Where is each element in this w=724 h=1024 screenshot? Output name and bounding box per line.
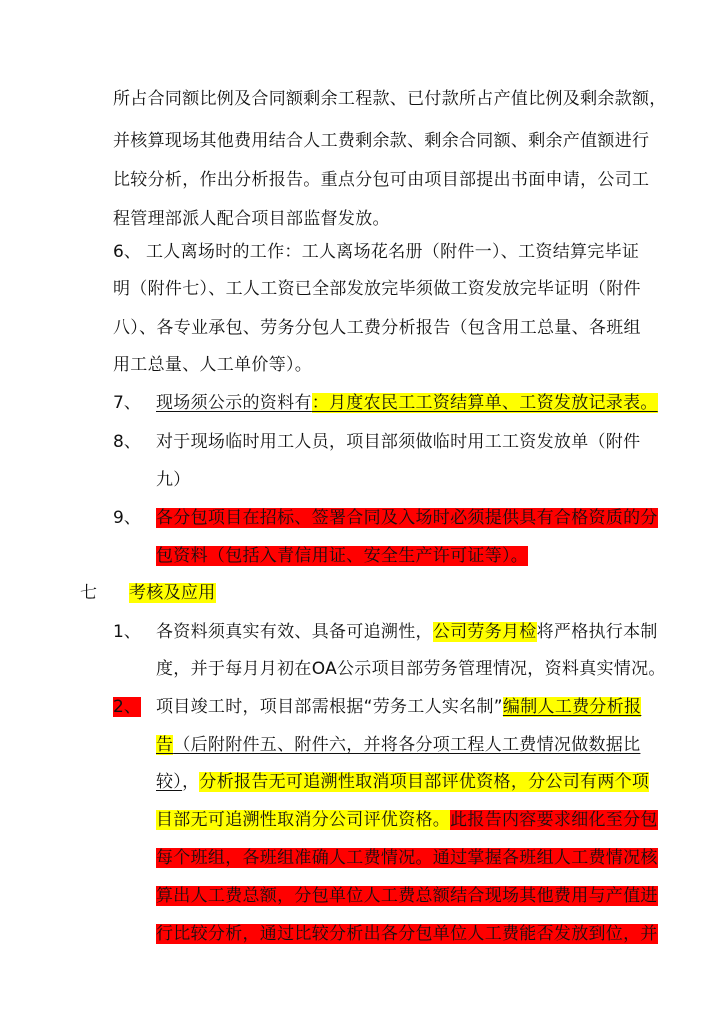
list-item-line: [156, 695, 641, 719]
highlighted-text: 考核及应用: [129, 583, 216, 603]
paragraph-line: 比较分析，作出分析报告。重点分包可由项目部提出书面申请，公司工: [113, 170, 650, 190]
highlighted-text: 目部无可追溯性取消分公司评优资格。: [156, 810, 451, 830]
paragraph-line: 并核算现场其他费用结合人工费剩余款、剩余合同额、剩余产值额进行: [113, 131, 650, 151]
list-item-text: ，: [182, 772, 200, 792]
list-item-line: 八）、各专业承包、劳务分包人工费分析报告（包含用工总量、各班组: [113, 318, 641, 338]
list-item-line: [156, 808, 658, 832]
list-number: 9、: [113, 508, 141, 528]
highlighted-text: 分析报告无可追溯性取消项目部评优资格，分公司有两个项: [199, 772, 650, 792]
highlighted-text: 编制人工费分析报: [502, 697, 642, 717]
section-title: [129, 581, 216, 605]
list-item-line: [156, 846, 658, 870]
list-item-line: [156, 544, 528, 568]
highlighted-text: 此报告内容要求细化至分包: [450, 810, 658, 830]
highlighted-text: 包资料（包括入青信用证、安全生产许可证等）。: [156, 546, 529, 566]
paragraph-line: 所占合同额比例及合同额剩余工程款、已付款所占产值比例及剩余款额，: [113, 89, 667, 109]
underlined-text: （后附附件五、附件六，并将各分项工程人工费情况做数据比: [173, 735, 641, 755]
list-number: [113, 695, 141, 719]
section-number: 七: [80, 583, 97, 603]
list-item-line: [156, 620, 658, 644]
paragraph-line: 程管理部派人配合项目部监督发放。: [113, 209, 390, 229]
list-item-line: 明（附件七）、工人工资已全部发放完毕须做工资发放完毕证明（附件: [113, 279, 641, 299]
list-item-line: 用工总量、人工单价等）。: [113, 355, 313, 375]
highlighted-text: 行比较分析，通过比较分析出各分包单位人工费能否发放到位，并: [156, 924, 658, 944]
highlighted-text: ：月度农民工工资结算单、工资发放记录表。: [311, 393, 658, 413]
list-item-line: [156, 506, 658, 530]
list-item-line: [156, 922, 658, 946]
highlighted-text: 每个班组，各班组准确人工费情况。通过掌握各班组人工费情况核: [156, 848, 658, 868]
list-item-line: 对于现场临时用工人员，项目部须做临时用工工资发放单（附件: [156, 432, 641, 452]
highlighted-number: 2、: [113, 697, 141, 717]
underlined-text: 较）: [156, 772, 183, 792]
list-item-line: 九）: [156, 470, 191, 490]
list-item-line: 工人离场时的工作：工人离场花名册（附件一）、工资结算完毕证: [146, 242, 640, 262]
list-item-text: 将严格执行本制: [536, 622, 658, 642]
list-item-text: 项目竣工时，项目部需根据“劳务工人实名制”: [156, 697, 503, 717]
highlighted-text: 公司劳务月检: [432, 622, 537, 642]
highlighted-text: 告: [156, 735, 174, 755]
list-number: 7、: [113, 393, 141, 413]
list-item-text: 现场须公示的资料有: [156, 393, 312, 413]
list-item-line: [156, 733, 640, 757]
list-item-line: [156, 884, 658, 908]
highlighted-text: 算出人工费总额，分包单位人工费总额结合现场其他费用与产值进: [156, 886, 658, 906]
list-item-text: 各资料须真实有效、具备可追溯性，: [156, 622, 433, 642]
list-number: 6、: [113, 242, 141, 262]
list-number: 1、: [113, 622, 141, 642]
list-item-line: [156, 391, 658, 415]
list-number: 8、: [113, 432, 141, 452]
list-item-line: 度，并于每月月初在OA公示项目部劳务管理情况，资料真实情况。: [156, 659, 666, 679]
highlighted-text: 各分包项目在招标、签署合同及入场时必须提供具有合格资质的分: [156, 508, 658, 528]
list-item-line: [156, 770, 649, 794]
